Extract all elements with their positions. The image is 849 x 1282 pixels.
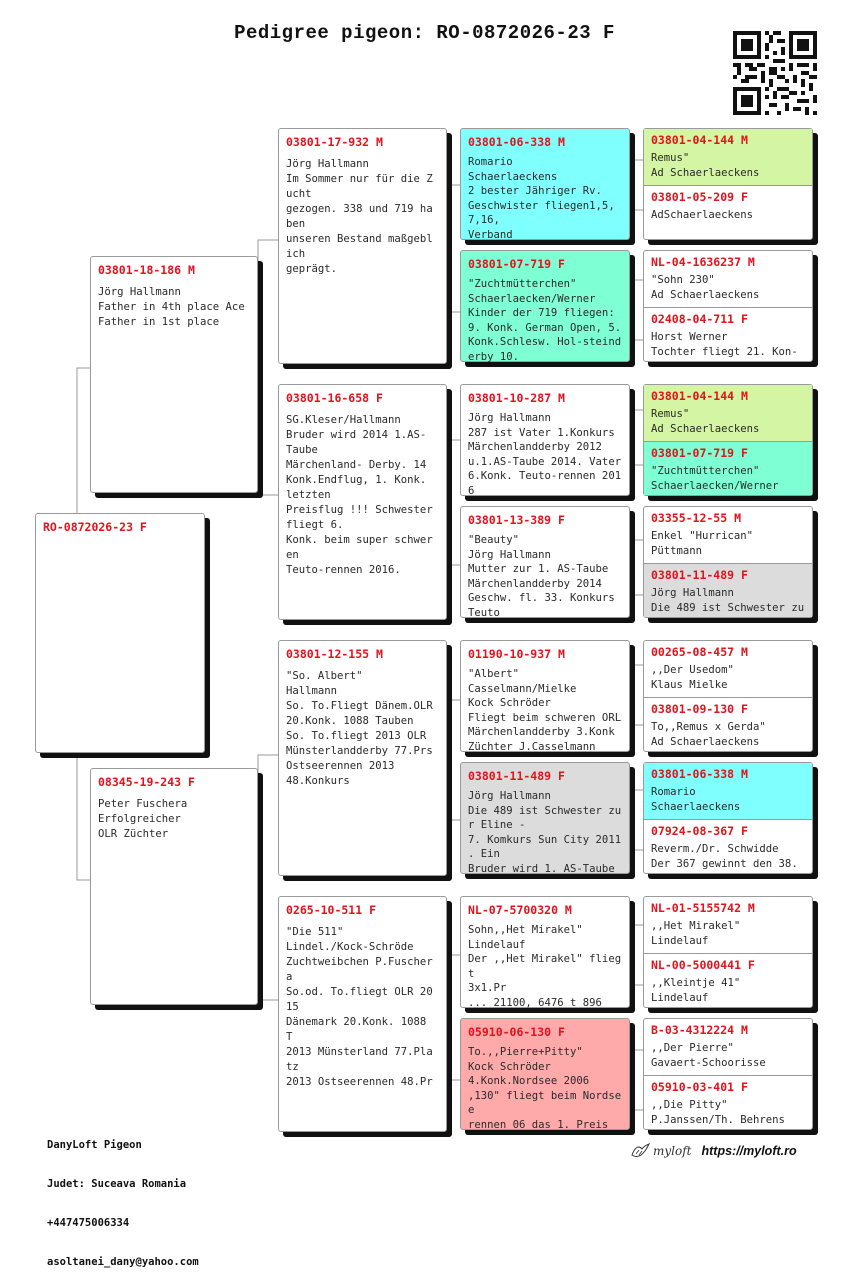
pigeon-info: ,,Het Mirakel" Lindelauf <box>651 920 741 947</box>
breeder-name: DanyLoft Pigeon <box>47 1139 142 1151</box>
ring-number: 03801-11-489 F <box>651 568 748 582</box>
ring-number: 03355-12-55 M <box>651 511 742 525</box>
pigeon-info: Jörg Hallmann Im Sommer nur für die Zucht gezogen. 338 und 719 haben unseren Bestand maßgeblich geprägt. <box>286 158 433 275</box>
pigeon-info: "Sohn 230" Ad Schaerlaeckens <box>651 274 760 301</box>
ring-number: 03801-12-155 M <box>286 647 383 661</box>
ring-number: 03801-11-489 F <box>468 769 565 783</box>
ring-number: 00265-08-457 M <box>651 645 748 659</box>
great-grandparent-card[interactable] <box>460 128 630 240</box>
pigeon-info: "Beauty" Jörg Hallmann Mutter zur 1. AS-Taube Märchenlandderby 2014 Geschw. fl. 33. Konkurs Teuto <box>468 534 615 619</box>
g4-pair-card[interactable] <box>643 250 813 362</box>
pigeon-info: ,,Der Pierre" Gavaert-Schoorisse <box>651 1042 766 1069</box>
ring-number: NL-00-5000441 F <box>651 958 755 972</box>
pigeon-info: Enkel "Hurrican" Püttmann <box>651 530 754 557</box>
g4-pair-card[interactable] <box>643 1018 813 1130</box>
page-title: Pedigree pigeon: RO-0872026-23 F <box>234 22 615 44</box>
ring-number: 08345-19-243 F <box>98 775 195 789</box>
pigeon-info: SG.Kleser/Hallmann Bruder wird 2014 1.AS- Taube Märchenland- Derby. 14 Konk.Endflug, 1. Konk. letzten Preisflug !!! Schwester fliegt 6. Konk. beim super schweren Teuto-rennen 2016. <box>286 414 433 576</box>
ring-number: 03801-17-932 M <box>286 135 383 149</box>
pigeon-info: Remus" Ad Schaerlaeckens <box>651 152 760 179</box>
ring-number: 05910-03-401 F <box>651 1080 748 1094</box>
subject-pigeon-card[interactable] <box>35 513 205 753</box>
ring-number: 03801-07-719 F <box>651 446 748 460</box>
pigeon-info: Jörg Hallmann Die 489 ist Schwester zur Eline - 7. Komkurs Sun City 2011 . Ein Bruder wird 1. AS-Taube <box>468 790 622 875</box>
myloft-brand <box>630 1143 797 1159</box>
ring-number: B-03-4312224 M <box>651 1023 748 1037</box>
g4-pair-card[interactable] <box>643 640 813 752</box>
g4-pair-card[interactable] <box>643 506 813 618</box>
pigeon-info: "Die 511" Lindel./Kock-Schröde Zuchtweibchen P.Fuschera So.od. To.fliegt OLR 2015 Dänemark 20.Konk. 1088 T 2013 Münsterland 77.Platz 2013 Ostseerennen 48.Pr <box>286 926 433 1088</box>
great-grandparent-card[interactable] <box>460 1018 630 1130</box>
great-grandparent-card[interactable] <box>460 762 630 874</box>
pigeon-info: ,,Kleintje 41" Lindelauf <box>651 977 741 1004</box>
pigeon-info: "Albert" Casselmann/Mielke Kock Schröder Fliegt beim schweren ORL Märchenlandderby 3.Konk Züchter J.Casselmann <box>468 668 622 753</box>
ring-number: 03801-13-389 F <box>468 513 565 527</box>
pigeon-info: Jörg Hallmann Die 489 ist Schwester zu <box>651 587 805 614</box>
ring-number: 07924-08-367 F <box>651 824 748 838</box>
pigeon-info: ,,Die Pitty" P.Janssen/Th. Behrens <box>651 1099 785 1126</box>
breeder-phone: +447475006334 <box>47 1217 130 1229</box>
pigeon-info: Remus" Ad Schaerlaeckens <box>651 408 760 435</box>
subject-ring-number: RO-0872026-23 F <box>43 520 147 534</box>
ring-number: NL-07-5700320 M <box>468 903 572 917</box>
myloft-logo-text: myloft <box>653 1144 692 1158</box>
ring-number: 03801-09-130 F <box>651 702 748 716</box>
ring-number: 03801-18-186 M <box>98 263 195 277</box>
ring-number: 03801-04-144 M <box>651 389 748 403</box>
pigeon-info: Sohn,,Het Mirakel" Lindelauf Der ,,Het Mirakel" fliegt 3x1.Pr ... 21100, 6476 t 896 <box>468 924 622 1009</box>
pigeon-info: To,,Remus x Gerda" Ad Schaerlaeckens <box>651 721 766 748</box>
ring-number: 03801-07-719 F <box>468 257 565 271</box>
grandparent-card[interactable] <box>278 896 447 1132</box>
ring-number: 03801-06-338 M <box>651 767 748 781</box>
great-grandparent-card[interactable] <box>460 250 630 362</box>
ring-number: 05910-06-130 F <box>468 1025 565 1039</box>
g4-pair-card[interactable] <box>643 762 813 874</box>
pigeon-info: "Zuchtmütterchen" Schaerlaecken/Werner Kinder der 719 fliegen: 9. Konk. German Open, 5. Konk.Schlesw. Hol-steind erby 10. <box>468 278 622 363</box>
sire-card[interactable] <box>90 256 258 493</box>
grandparent-card[interactable] <box>278 128 447 364</box>
grandparent-card[interactable] <box>278 384 447 620</box>
myloft-url-link[interactable]: https://myloft.ro <box>701 1144 797 1158</box>
breeder-location: Judet: Suceava Romania <box>47 1178 187 1190</box>
myloft-logo <box>630 1143 691 1159</box>
great-grandparent-card[interactable] <box>460 640 630 752</box>
pigeon-info: Romario Schaerlaeckens <box>651 786 741 813</box>
dam-card[interactable] <box>90 768 258 1005</box>
g4-pair-card[interactable] <box>643 896 813 1008</box>
ring-number: NL-04-1636237 M <box>651 255 755 269</box>
ring-number: NL-01-5155742 M <box>651 901 755 915</box>
ring-number: 03801-10-287 M <box>468 391 565 405</box>
g4-pair-card[interactable] <box>643 384 813 496</box>
ring-number: 03801-16-658 F <box>286 391 383 405</box>
great-grandparent-card[interactable] <box>460 506 630 618</box>
breeder-email: asoltanei_dany@yahoo.com <box>47 1256 199 1268</box>
pigeon-info: "So. Albert" Hallmann So. To.Fliegt Dänem.OLR 20.Konk. 1088 Tauben So. To.fliegt 2013 OLR Münsterlandderby 77.Prs Ostseerennen 2013 48.Konkurs <box>286 670 433 787</box>
ring-number: 0265-10-511 F <box>286 903 377 917</box>
grandparent-card[interactable] <box>278 640 447 876</box>
pigeon-info: Jörg Hallmann 287 ist Vater 1.Konkurs Märchenlandderby 2012 u.1.AS-Taube 2014. Vater 6.Konk. Teuto-rennen 2016 <box>468 412 622 497</box>
ring-number: 01190-10-937 M <box>468 647 565 661</box>
pigeon-info: To.,,Pierre+Pitty" Kock Schröder 4.Konk.Nordsee 2006 ,130" fliegt beim Nordsee rennen 06 das 1. Preis <box>468 1046 622 1131</box>
great-grandparent-card[interactable] <box>460 384 630 496</box>
pigeon-info: Horst Werner Tochter fliegt 21. Kon- <box>651 331 798 358</box>
pigeon-info: Romario Schaerlaeckens 2 bester Jähriger Rv. Geschwister fliegen1,5,7,16, Verband <box>468 156 615 241</box>
pigeon-info: "Zuchtmütterchen" Schaerlaecken/Werner <box>651 465 779 492</box>
pigeon-info: ,,Der Usedom" Klaus Mielke <box>651 664 734 691</box>
ring-number: 03801-04-144 M <box>651 133 748 147</box>
great-grandparent-card[interactable] <box>460 896 630 1008</box>
ring-number: 03801-06-338 M <box>468 135 565 149</box>
pigeon-info: Peter Fuschera Erfolgreicher OLR Züchter <box>98 798 188 840</box>
pigeon-info: Jörg Hallmann Father in 4th place Ace Father in 1st place <box>98 286 245 328</box>
ring-number: 02408-04-711 F <box>651 312 748 326</box>
breeder-contact <box>47 1113 199 1282</box>
pigeon-info: AdSchaerlaeckens <box>651 209 754 221</box>
ring-number: 03801-05-209 F <box>651 190 748 204</box>
pigeon-info: Reverm./Dr. Schwidde Der 367 gewinnt den 38. <box>651 843 798 870</box>
g4-pair-card[interactable] <box>643 128 813 240</box>
myloft-bird-icon <box>630 1143 650 1159</box>
